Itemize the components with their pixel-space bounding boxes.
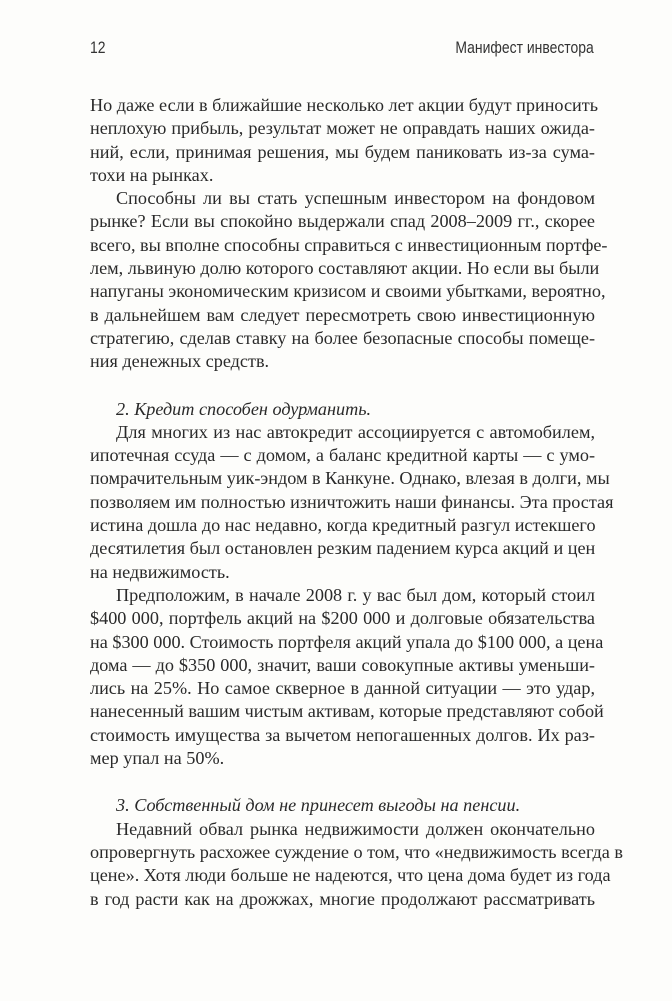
text-line: неплохую прибыль, результат может не оправдать наших ожида- xyxy=(90,118,595,139)
text-line: на недвижимость. xyxy=(90,561,230,582)
running-title: Манифест инвестора xyxy=(455,38,594,57)
text-line: $400 000, портфель акций на $200 000 и долговые обязательства xyxy=(90,608,595,629)
section-gap xyxy=(90,770,595,794)
text-line: 2. Кредит способен одурманить. xyxy=(116,398,372,419)
text-line: напуганы экономическим кризисом и своими убытками, вероятно, xyxy=(90,281,606,302)
text-line: на $300 000. Стоимость портфеля акций упала до $100 000, а цена xyxy=(90,631,604,652)
text-line: Но даже если в ближайшие несколько лет акции будут приносить xyxy=(90,95,599,115)
text-line: лем, львиную долю которого составляют акции. Но если вы были xyxy=(90,258,600,279)
text-line: десятилетия был остановлен резким падением курса акций и цен xyxy=(90,538,596,559)
text-line: ния денежных средств. xyxy=(90,351,270,372)
paragraph xyxy=(90,818,623,911)
paragraph xyxy=(90,584,604,770)
text-line: стратегию, сделав ставку на более безопасные способы помеще- xyxy=(90,327,595,348)
section-gap xyxy=(90,374,595,398)
text-line: нанесенный вашим чистым активам, которые представляют собой xyxy=(90,701,604,722)
text-line: рынке? Если вы спокойно выдержали спад 2008–2009 гг., скорее xyxy=(90,211,595,232)
paragraph xyxy=(90,94,599,187)
section-heading xyxy=(90,794,595,817)
text-line: Для многих из нас автокредит ассоциируется с автомобилем, xyxy=(116,421,595,442)
text-line: позволяем им полностью изничтожить наши финансы. Эта простая xyxy=(90,491,614,512)
text-line: Предположим, в начале 2008 г. у вас был дом, который стоил xyxy=(116,584,595,605)
text-line: всего, вы вполне способны справиться с инвестиционным портфе- xyxy=(90,234,608,255)
section-heading xyxy=(90,398,595,421)
text-line: ний, если, принимая решения, мы будем паниковать из-за сума- xyxy=(90,141,595,162)
page-body xyxy=(90,94,623,911)
text-line: в дальнейшем вам следует пересмотреть свою инвестиционную xyxy=(90,304,595,325)
text-line: ипотечная ссуда — с домом, а баланс кредитной карты — с умо- xyxy=(90,445,595,466)
page-number: 12 xyxy=(90,38,106,57)
paragraph xyxy=(90,187,608,373)
text-line: в год расти как на дрожжах, многие продолжают рассматривать xyxy=(90,888,595,909)
text-line: стоимость имущества за вычетом непогашенных долгов. Их раз- xyxy=(90,724,595,745)
text-line: мер упал на 50%. xyxy=(90,748,225,769)
text-line: Способны ли вы стать успешным инвестором на фондовом xyxy=(116,188,595,209)
text-line: дома — до $350 000, значит, ваши совокупные активы уменьши- xyxy=(90,654,595,675)
paragraph xyxy=(90,421,614,584)
text-line: цене». Хотя люди больше не надеются, что цена дома будет из года xyxy=(90,865,611,886)
text-line: лись на 25%. Но самое скверное в данной ситуации — это удар, xyxy=(90,678,595,699)
text-line: Недавний обвал рынка недвижимости должен окончательно xyxy=(116,818,595,839)
text-line: истина дошла до нас недавно, когда кредитный разгул истекшего xyxy=(90,515,596,536)
text-line: 3. Собственный дом не принесет выгоды на пенсии. xyxy=(116,795,521,816)
text-line: помрачительным уик-эндом в Канкуне. Однако, влезая в долги, мы xyxy=(90,468,610,489)
text-line: опровергнуть расхожее суждение о том, что «недвижимость всегда в xyxy=(90,841,623,862)
text-line: тохи на рынках. xyxy=(90,164,214,185)
